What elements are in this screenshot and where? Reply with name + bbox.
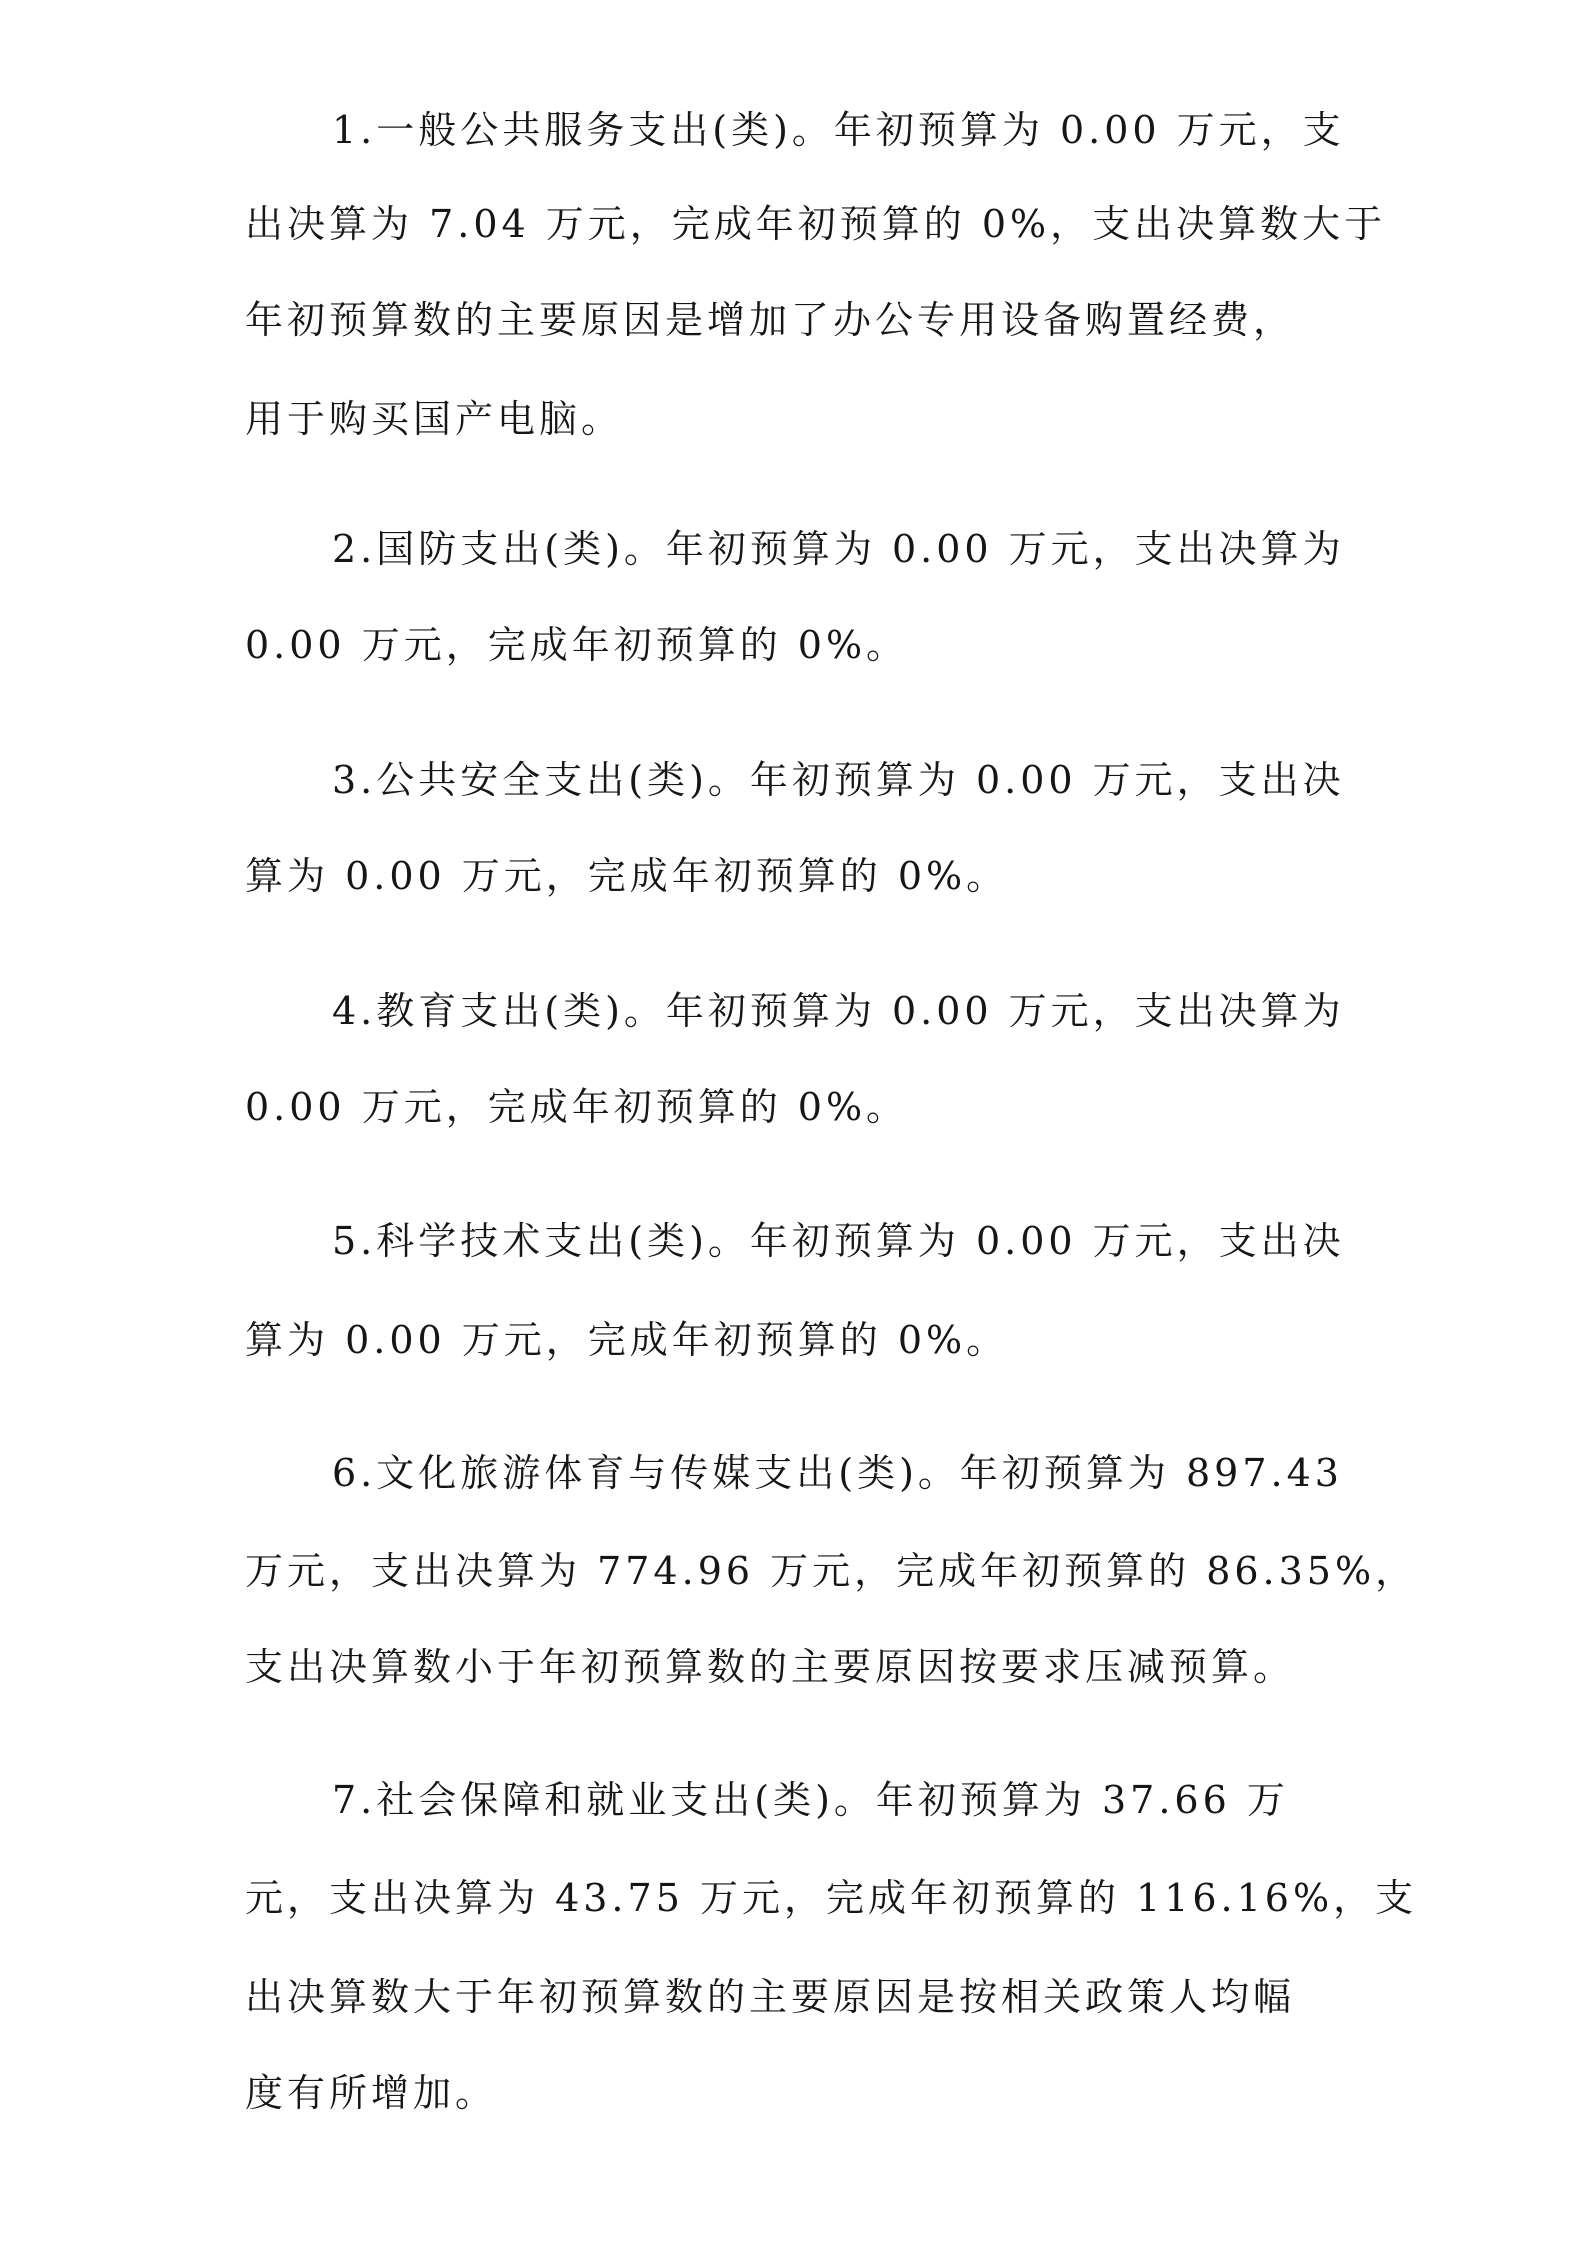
paragraph-line: 算为 0.00 万元，完成年初预算的 0%。 (245, 1318, 1009, 1362)
paragraph-line: 6.文化旅游体育与传媒支出(类)。年初预算为 897.43 (332, 1451, 1343, 1495)
paragraph-line: 万元，支出决算为 774.96 万元，完成年初预算的 86.35%， (245, 1549, 1418, 1593)
paragraph-line: 年初预算数的主要原因是增加了办公专用设备购置经费， (245, 298, 1296, 342)
paragraph-line: 出决算数大于年初预算数的主要原因是按相关政策人均幅 (245, 1975, 1296, 2019)
paragraph-line: 元，支出决算为 43.75 万元，完成年初预算的 116.16%，支 (245, 1876, 1418, 1920)
paragraph-line: 0.00 万元，完成年初预算的 0%。 (245, 623, 909, 667)
paragraph-line: 5.科学技术支出(类)。年初预算为 0.00 万元，支出决 (332, 1219, 1345, 1263)
paragraph-line: 支出决算数小于年初预算数的主要原因按要求压减预算。 (245, 1645, 1296, 1689)
paragraph-line: 7.社会保障和就业支出(类)。年初预算为 37.66 万 (332, 1778, 1289, 1822)
paragraph-line: 0.00 万元，完成年初预算的 0%。 (245, 1085, 909, 1129)
paragraph-line: 3.公共安全支出(类)。年初预算为 0.00 万元，支出决 (332, 758, 1345, 802)
paragraph-line: 出决算为 7.04 万元，完成年初预算的 0%，支出决算数大于 (245, 202, 1387, 246)
paragraph-line: 度有所增加。 (245, 2071, 498, 2115)
paragraph-line: 2.国防支出(类)。年初预算为 0.00 万元，支出决算为 (332, 527, 1345, 571)
paragraph-line: 4.教育支出(类)。年初预算为 0.00 万元，支出决算为 (332, 989, 1345, 1033)
paragraph-line: 用于购买国产电脑。 (245, 397, 624, 441)
paragraph-line: 1.一般公共服务支出(类)。年初预算为 0.00 万元，支 (332, 108, 1345, 152)
paragraph-line: 算为 0.00 万元，完成年初预算的 0%。 (245, 854, 1009, 898)
